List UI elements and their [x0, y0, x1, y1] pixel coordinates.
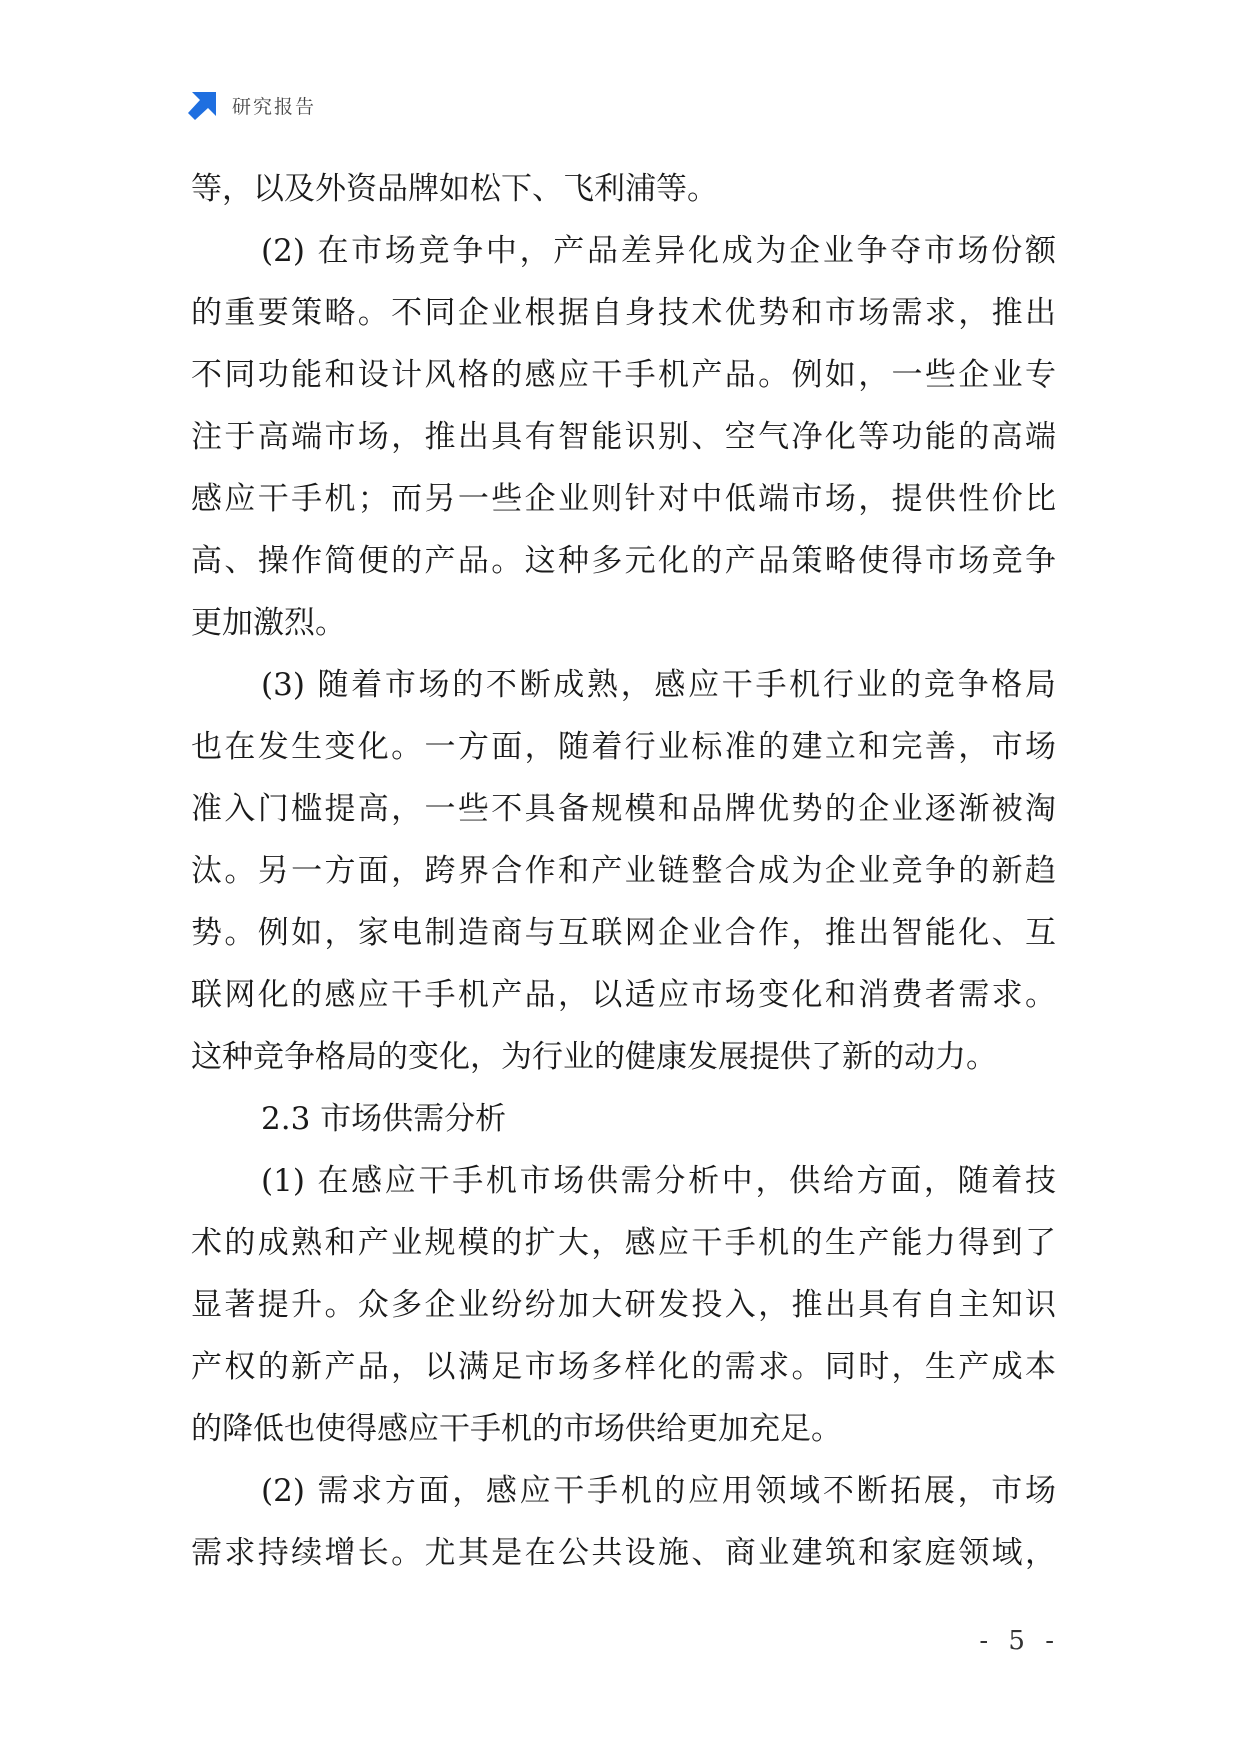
- text-line: 准入门槛提高，一些不具备规模和品牌优势的企业逐渐被淘: [191, 791, 1056, 827]
- header-title: 研究报告: [232, 95, 317, 118]
- document-body: [191, 158, 1056, 1584]
- text-line: 术的成熟和产业规模的扩大，感应干手机的生产能力得到了: [191, 1225, 1056, 1261]
- section-heading: 2.3 市场供需分析: [261, 1101, 507, 1137]
- text-line: 显著提升。众多企业纷纷加大研发投入，推出具有自主知识: [191, 1287, 1056, 1323]
- arrow-up-right-icon: [188, 90, 218, 120]
- text-line: 汰。另一方面，跨界合作和产业链整合成为企业竞争的新趋: [191, 853, 1056, 889]
- text-line: 注于高端市场，推出具有智能识别、空气净化等功能的高端: [191, 419, 1056, 455]
- paragraph-start: (2) 需求方面，感应干手机的应用领域不断拓展，市场: [261, 1473, 1056, 1509]
- text-line: 更加激烈。: [191, 605, 346, 641]
- text-line: 势。例如，家电制造商与互联网企业合作，推出智能化、互: [191, 915, 1056, 951]
- text-line: 也在发生变化。一方面，随着行业标准的建立和完善，市场: [191, 729, 1056, 765]
- paragraph-start: (1) 在感应干手机市场供需分析中，供给方面，随着技: [261, 1163, 1056, 1199]
- text-line: 这种竞争格局的变化，为行业的健康发展提供了新的动力。: [191, 1039, 997, 1075]
- text-line: 高、操作简便的产品。这种多元化的产品策略使得市场竞争: [191, 543, 1056, 579]
- paragraph-start: (3) 随着市场的不断成熟，感应干手机行业的竞争格局: [261, 667, 1056, 703]
- text-line: 等，以及外资品牌如松下、飞利浦等。: [191, 171, 718, 207]
- text-line: 感应干手机；而另一些企业则针对中低端市场，提供性价比: [191, 481, 1056, 517]
- text-line: 需求持续增长。尤其是在公共设施、商业建筑和家庭领域，: [191, 1535, 1056, 1571]
- report-header: [188, 88, 316, 122]
- text-line: 不同功能和设计风格的感应干手机产品。例如，一些企业专: [191, 357, 1056, 393]
- text-line: 产权的新产品，以满足市场多样化的需求。同时，生产成本: [191, 1349, 1056, 1385]
- paragraph-start: (2) 在市场竞争中，产品差异化成为企业争夺市场份额: [261, 233, 1056, 269]
- text-line: 联网化的感应干手机产品，以适应市场变化和消费者需求。: [191, 977, 1056, 1013]
- page-number: - 5 -: [979, 1626, 1060, 1656]
- text-line: 的重要策略。不同企业根据自身技术优势和市场需求，推出: [191, 295, 1056, 331]
- text-line: 的降低也使得感应干手机的市场供给更加充足。: [191, 1411, 842, 1447]
